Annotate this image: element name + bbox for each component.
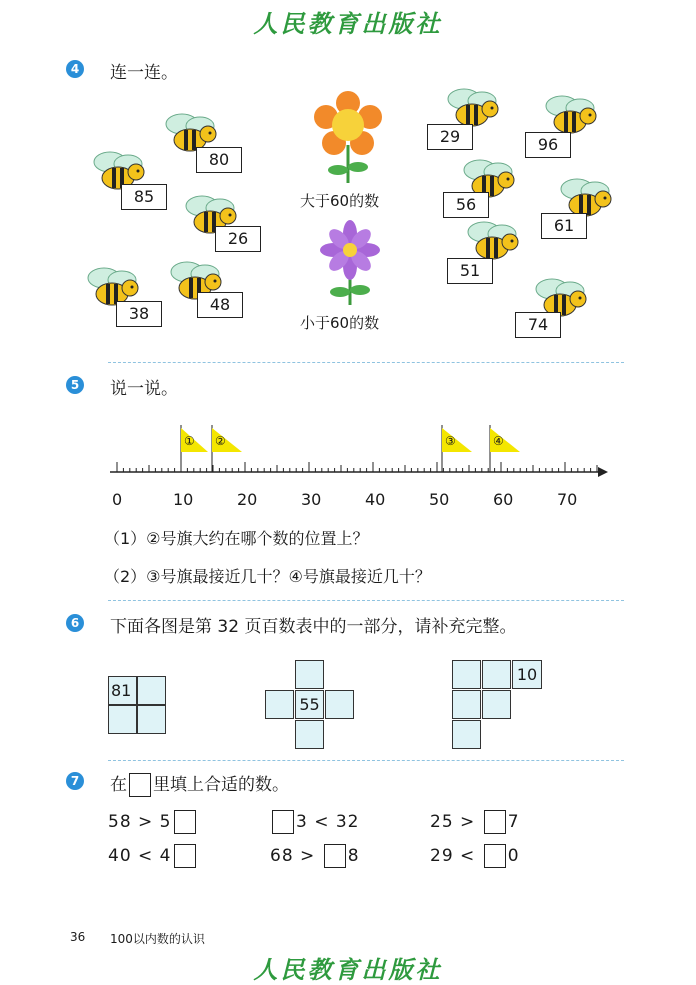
grid-cell[interactable] — [482, 660, 511, 689]
answer-blank[interactable] — [484, 844, 506, 868]
bee-icon-80 — [166, 114, 216, 151]
question-7-title: 在 里填上合适的数。 — [110, 775, 289, 795]
page-number: 36 — [70, 930, 86, 944]
grid-cell: 10 — [512, 660, 542, 689]
bee-number-box: 56 — [443, 192, 489, 218]
flag-4-icon — [490, 425, 520, 472]
inequality-item: 58 > 5 — [108, 810, 198, 834]
tick-label: 20 — [237, 490, 258, 509]
bee-number-box: 29 — [427, 124, 473, 150]
chapter-title: 100以内数的认识 — [110, 932, 205, 946]
question-number-7: 7 — [66, 772, 84, 790]
flag-2-icon — [212, 425, 242, 472]
tick-label: 50 — [429, 490, 450, 509]
bee-number-box: 38 — [116, 301, 162, 327]
answer-blank[interactable] — [484, 810, 506, 834]
grid-cell[interactable] — [137, 705, 166, 734]
flag-3-icon — [442, 425, 472, 472]
bee-icon-38 — [88, 268, 138, 305]
answer-blank[interactable] — [324, 844, 346, 868]
orange-flower-icon — [314, 91, 382, 183]
flag-1-icon — [181, 425, 208, 472]
section-divider — [108, 362, 624, 363]
bee-icon-74 — [536, 279, 586, 316]
greater-than-60-label: 大于60的数 — [300, 192, 380, 210]
bee-number-box: 26 — [215, 226, 261, 252]
grid-cell[interactable] — [137, 676, 166, 705]
grid-cell[interactable] — [295, 720, 324, 749]
grid-cell: 55 — [295, 690, 324, 719]
question-number-4: 4 — [66, 60, 84, 78]
question-4-title: 连一连。 — [110, 63, 178, 83]
bee-icon-61 — [561, 179, 611, 216]
tick-label: 10 — [173, 490, 194, 509]
grid-cell[interactable] — [325, 690, 354, 719]
publisher-logo: 人民教育出版社 — [253, 9, 443, 38]
bee-number-box: 51 — [447, 258, 493, 284]
bee-icon-96 — [546, 96, 596, 133]
bee-icon-29 — [448, 89, 498, 126]
grid-cell[interactable] — [452, 660, 481, 689]
grid-cell[interactable] — [265, 690, 294, 719]
tick-label: 40 — [365, 490, 386, 509]
flag-1-label: ① — [184, 434, 195, 448]
question-5-title: 说一说。 — [110, 379, 178, 399]
tick-label: 30 — [301, 490, 322, 509]
grid-cell: 81 — [108, 676, 137, 705]
inequality-item: 40 < 4 — [108, 844, 198, 868]
bee-number-box: 80 — [196, 147, 242, 173]
section-divider — [108, 760, 624, 761]
tick-label: 70 — [557, 490, 578, 509]
bee-number-box: 96 — [525, 132, 571, 158]
question-5-sub-2: （2）③号旗最接近几十？④号旗最接近几十？ — [104, 567, 431, 586]
grid-cell[interactable] — [452, 690, 481, 719]
answer-blank[interactable] — [174, 844, 196, 868]
grid-cell[interactable] — [482, 690, 511, 719]
grid-cell[interactable] — [108, 705, 137, 734]
blank-box-example — [129, 773, 151, 797]
inequality-item: 68 > 8 — [270, 846, 360, 866]
publisher-logo: 人民教育出版社 — [253, 955, 443, 984]
bee-flower-illustration — [0, 0, 696, 360]
grid-cell[interactable] — [452, 720, 481, 749]
bee-number-box: 85 — [121, 184, 167, 210]
question-number-6: 6 — [66, 614, 84, 632]
answer-blank[interactable] — [272, 810, 294, 834]
flag-4-label: ④ — [493, 434, 504, 448]
tick-label: 0 — [112, 490, 123, 509]
number-line — [0, 410, 696, 520]
grid-cell[interactable] — [295, 660, 324, 689]
answer-blank[interactable] — [174, 810, 196, 834]
inequality-item: 25 > 7 — [430, 812, 520, 832]
inequality-item: 29 < 0 — [430, 846, 520, 866]
question-6-title: 下面各图是第 32 页百数表中的一部分，请补充完整。 — [110, 617, 517, 637]
less-than-60-label: 小于60的数 — [300, 314, 380, 332]
flag-2-label: ② — [215, 434, 226, 448]
bee-number-box: 74 — [515, 312, 561, 338]
question-number-5: 5 — [66, 376, 84, 394]
section-divider — [108, 600, 624, 601]
bee-icon-51 — [468, 222, 518, 259]
flag-3-label: ③ — [445, 434, 456, 448]
tick-label: 60 — [493, 490, 514, 509]
bee-number-box: 48 — [197, 292, 243, 318]
bee-number-box: 61 — [541, 213, 587, 239]
purple-flower-icon — [320, 220, 380, 305]
question-5-sub-1: （1）②号旗大约在哪个数的位置上？ — [104, 529, 369, 548]
inequality-item: 3 < 32 — [270, 810, 360, 834]
